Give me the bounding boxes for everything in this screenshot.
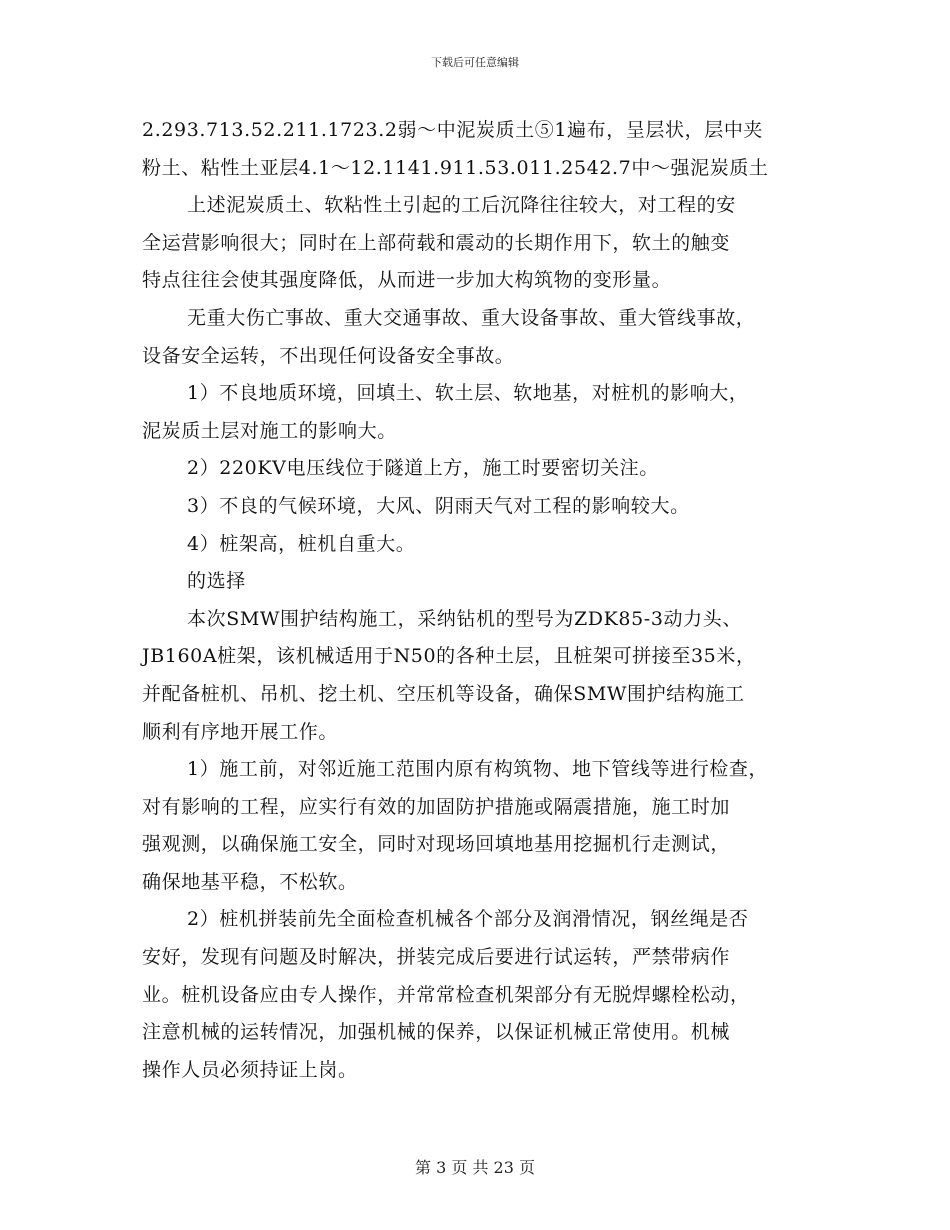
text-line: 2）桩机拼装前先全面检查机械各个部分及润滑情况，钢丝绳是否 [187, 908, 749, 931]
text-line: 全运营影响很大；同时在上部荷载和震动的长期作用下，软土的触变 [142, 231, 731, 254]
text-line: 顺利有序地开展工作。 [142, 720, 339, 743]
text-line: 泥炭质土层对施工的影响大。 [142, 419, 397, 442]
text-line: 注意机械的运转情况，加强机械的保养，以保证机械正常使用。机械 [142, 1021, 731, 1044]
document-body [142, 112, 822, 1089]
text-line: 确保地基平稳，不松软。 [142, 870, 358, 893]
text-line: 对有影响的工程，应实行有效的加固防护措施或隔震措施，施工时加 [142, 795, 731, 818]
page-number-footer: 第 3 页 共 23 页 [415, 1158, 535, 1177]
text-line: 1）不良地质环境，回填土、软土层、软地基，对桩机的影响大， [187, 382, 749, 405]
text-line: 1）施工前，对邻近施工范围内原有构筑物、地下管线等进行检查， [187, 758, 769, 781]
text-line: 并配备桩机、吊机、挖土机、空压机等设备，确保SMW围护结构施工 [142, 682, 745, 705]
text-line: 2）220KV电压线位于隧道上方，施工时要密切关注。 [187, 457, 659, 480]
text-line: 特点往往会使其强度降低，从而进一步加大构筑物的变形量。 [142, 269, 672, 292]
page-header: 下载后可任意编辑 [431, 56, 519, 69]
text-line: 无重大伤亡事故、重大交通事故、重大设备事故、重大管线事故， [187, 306, 756, 329]
text-line: 安好，发现有问题及时解决，拼装完成后要进行试运转，严禁带病作 [142, 946, 731, 969]
text-line: 业。桩机设备应由专人操作，并常常检查机架部分有无脱焊螺栓松动， [142, 983, 750, 1006]
text-line: 粉土、粘性土亚层4.1～12.1141.911.53.011.2542.7中～强泥炭质土 [142, 156, 769, 179]
text-line: 设备安全运转，不出现任何设备安全事故。 [142, 344, 515, 367]
text-line: 的选择 [187, 570, 246, 593]
text-line: 2.293.713.52.211.1723.2弱～中泥炭质土⑤1遍布，呈层状，层中夹 [142, 119, 764, 141]
text-line: JB160A桩架，该机械适用于N50的各种土层，且桩架可拼接至35米， [142, 645, 756, 668]
text-line: 4）桩架高，桩机自重大。 [187, 532, 416, 555]
text-line: 强观测，以确保施工安全，同时对现场回填地基用挖掘机行走测试， [142, 833, 731, 856]
text-line: 3）不良的气候环境，大风、阴雨天气对工程的影响较大。 [187, 494, 690, 517]
text-line: 操作人员必须持证上岗。 [142, 1058, 358, 1081]
text-line: 上述泥炭质土、软粘性土引起的工后沉降往往较大，对工程的安 [187, 194, 736, 217]
text-line: 本次SMW围护结构施工，采纳钻机的型号为ZDK85-3动力头、 [187, 607, 742, 630]
